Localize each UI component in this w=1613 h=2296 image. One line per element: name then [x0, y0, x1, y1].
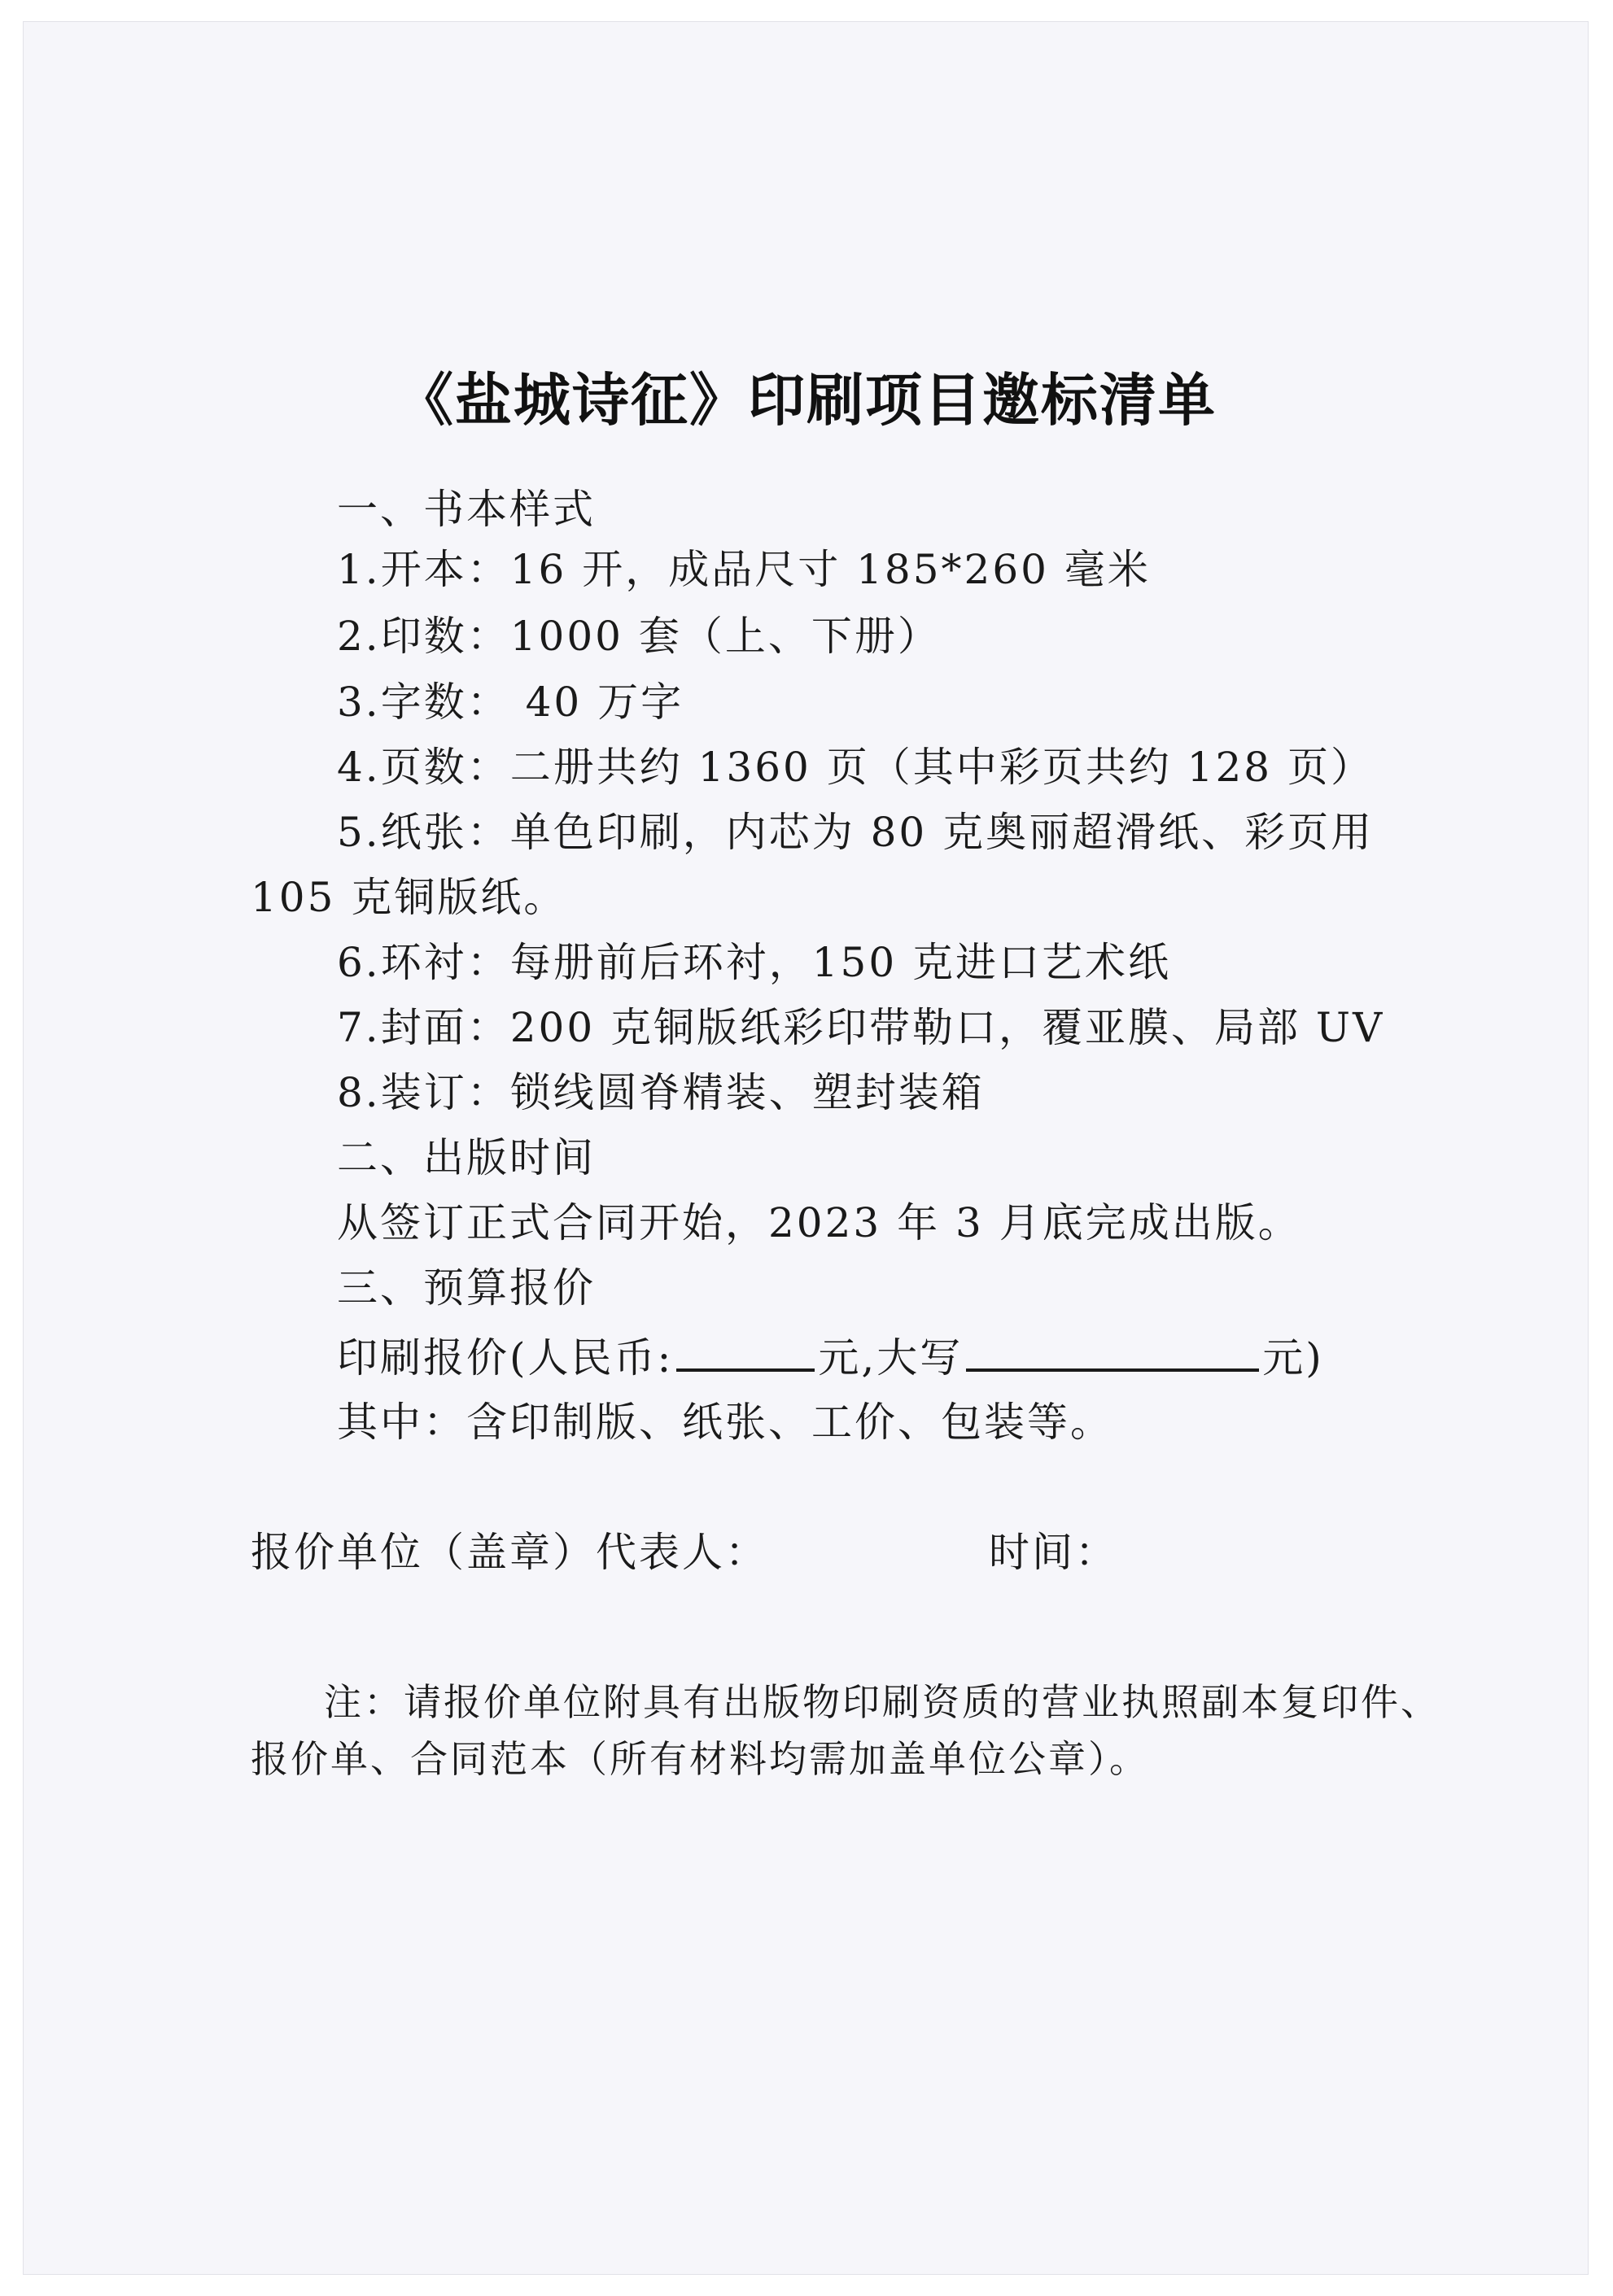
document-page: [23, 21, 1589, 2275]
section-heading-budget: 三、预算报价: [337, 1264, 596, 1312]
price-includes-text: 其中：含印制版、纸张、工价、包装等。: [337, 1399, 1113, 1446]
price-mid-label: 元,大写: [818, 1334, 964, 1382]
list-item-paper: 5.纸张：单色印刷，内芯为 80 克奥丽超滑纸、彩页用: [337, 809, 1375, 856]
document-title: 《盐城诗征》印刷项目邀标清单: [396, 367, 1217, 434]
time-label: 时间：: [989, 1529, 1118, 1576]
price-suffix-label: 元): [1262, 1334, 1324, 1382]
list-item-cover: 7.封面：200 克铜版纸彩印带勒口，覆亚膜、局部 UV: [337, 1004, 1385, 1051]
note-line-1: 注：请报价单位附具有出版物印刷资质的营业执照副本复印件、: [324, 1680, 1440, 1724]
section-heading-book-style: 一、书本样式: [337, 486, 596, 533]
price-capital-blank: [966, 1333, 1259, 1372]
list-item-endpaper: 6.环衬：每册前后环衬，150 克进口艺术纸: [337, 939, 1172, 986]
list-item-word-count: 3.字数： 40 万字: [337, 679, 684, 726]
price-quote-line: [337, 1333, 1324, 1382]
list-item-page-count: 4.页数：二册共约 1360 页（其中彩页共约 128 页）: [337, 744, 1374, 791]
section-heading-publish-time: 二、出版时间: [337, 1134, 596, 1181]
publish-time-text: 从签订正式合同开始，2023 年 3 月底完成出版。: [337, 1199, 1301, 1246]
list-item-paper-continued: 105 克铜版纸。: [251, 874, 567, 921]
price-amount-blank: [676, 1333, 815, 1372]
quoting-unit-label: 报价单位（盖章）代表人：: [251, 1529, 768, 1576]
note-line-2: 报价单、合同范本（所有材料均需加盖单位公章）。: [251, 1737, 1149, 1781]
price-prefix-label: 印刷报价(人民币:: [337, 1334, 674, 1382]
list-item-binding: 8.装订：锁线圆脊精装、塑封装箱: [337, 1069, 985, 1116]
list-item-print-run: 2.印数：1000 套（上、下册）: [337, 613, 941, 660]
list-item-format: 1.开本：16 开，成品尺寸 185*260 毫米: [337, 546, 1151, 593]
